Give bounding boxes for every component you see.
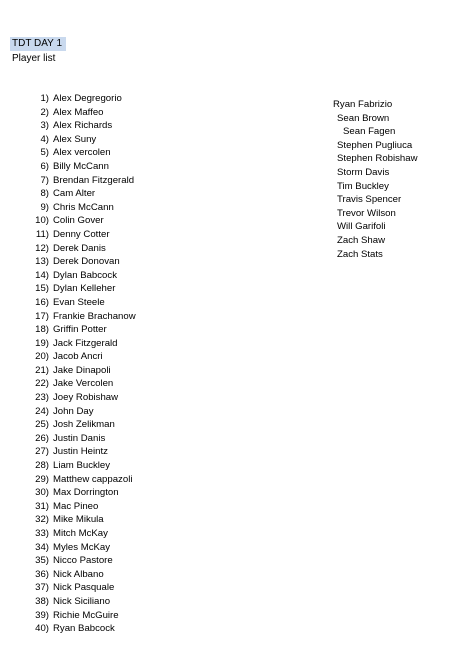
player-name: Max Dorrington bbox=[53, 487, 119, 499]
player-list-item bbox=[31, 201, 136, 215]
player-list-item bbox=[31, 391, 136, 405]
player-number: 8) bbox=[40, 188, 49, 200]
player-list-item bbox=[31, 459, 136, 473]
player-list-item bbox=[31, 568, 136, 582]
player-name: John Day bbox=[53, 405, 94, 417]
player-name: Dylan Kelleher bbox=[53, 283, 116, 295]
player-list-item bbox=[31, 432, 136, 446]
player-list-item bbox=[31, 310, 136, 324]
player-number: 34) bbox=[35, 541, 49, 553]
player-name: Mike Mikula bbox=[53, 514, 104, 526]
player-number: 4) bbox=[40, 133, 49, 145]
player-number: 17) bbox=[35, 310, 49, 322]
player-number: 7) bbox=[40, 174, 49, 186]
player-list-item bbox=[31, 296, 136, 310]
player-name: Jack Fitzgerald bbox=[53, 337, 118, 349]
player-number: 13) bbox=[35, 256, 49, 268]
player-name: Stephen Pugliuca bbox=[337, 139, 413, 151]
player-list-item bbox=[31, 255, 136, 269]
player-number: 9) bbox=[40, 201, 49, 213]
player-list-item bbox=[31, 486, 136, 500]
player-number: 21) bbox=[35, 364, 49, 376]
player-number: 6) bbox=[40, 160, 49, 172]
player-list-item bbox=[31, 541, 136, 555]
player-name: Billy McCann bbox=[53, 160, 109, 172]
player-list-item bbox=[31, 92, 136, 106]
player-number: 16) bbox=[35, 296, 49, 308]
player-number: 31) bbox=[35, 500, 49, 512]
numbered-player-list bbox=[31, 92, 136, 636]
player-name: Dylan Babcock bbox=[53, 269, 117, 281]
player-name: Trevor Wilson bbox=[337, 207, 396, 219]
player-number: 27) bbox=[35, 446, 49, 458]
player-name: Frankie Brachanow bbox=[53, 310, 136, 322]
player-name: Alex Maffeo bbox=[53, 106, 104, 118]
player-name: Tim Buckley bbox=[337, 180, 389, 192]
player-list-item bbox=[31, 609, 136, 623]
player-number: 36) bbox=[35, 568, 49, 580]
player-list-item bbox=[31, 323, 136, 337]
player-list-item bbox=[31, 282, 136, 296]
player-name: Jake Dinapoli bbox=[53, 364, 111, 376]
player-name: Storm Davis bbox=[337, 166, 390, 178]
player-name: Ryan Babcock bbox=[53, 623, 115, 635]
player-number: 18) bbox=[35, 324, 49, 336]
player-list-item bbox=[31, 350, 136, 364]
player-list-item bbox=[31, 595, 136, 609]
player-number: 33) bbox=[35, 528, 49, 539]
player-name: Alex Suny bbox=[53, 133, 97, 145]
player-name: Nick Siciliano bbox=[53, 595, 111, 607]
player-name: Nick Albano bbox=[53, 568, 104, 580]
player-list-item bbox=[31, 405, 136, 419]
player-list-item bbox=[31, 106, 136, 120]
player-name: Will Garifoli bbox=[337, 221, 386, 233]
player-number: 29) bbox=[35, 473, 49, 485]
player-list-item bbox=[31, 418, 136, 432]
player-name: Jacob Ancri bbox=[53, 351, 103, 363]
player-name: Sean Fagen bbox=[343, 126, 396, 138]
player-number: 39) bbox=[35, 609, 49, 621]
player-list-item bbox=[31, 473, 136, 487]
player-name: Matthew cappazoli bbox=[53, 473, 133, 485]
player-name: Alex Degregorio bbox=[53, 93, 122, 104]
player-list-item bbox=[31, 622, 136, 636]
player-name: Nicco Pastore bbox=[53, 555, 113, 567]
player-list-item bbox=[31, 146, 136, 160]
player-number: 19) bbox=[35, 337, 49, 349]
player-name: Richie McGuire bbox=[53, 609, 119, 621]
additional-player-list bbox=[333, 98, 418, 261]
player-list-item bbox=[31, 187, 136, 201]
player-name: Josh Zelikman bbox=[53, 419, 115, 431]
player-name: Travis Spencer bbox=[337, 194, 402, 206]
player-name: Zach Shaw bbox=[337, 234, 385, 246]
player-list-item bbox=[31, 377, 136, 391]
player-name: Nick Pasquale bbox=[53, 582, 115, 594]
player-name: Stephen Robishaw bbox=[337, 153, 418, 165]
player-name: Chris McCann bbox=[53, 201, 114, 213]
player-number: 12) bbox=[35, 242, 49, 254]
player-name: Cam Alter bbox=[53, 188, 96, 200]
player-number: 23) bbox=[35, 392, 49, 404]
player-number: 2) bbox=[40, 106, 49, 118]
player-list-item bbox=[31, 337, 136, 351]
player-number: 40) bbox=[35, 623, 49, 635]
player-name: Zach Stats bbox=[337, 248, 383, 260]
player-list-item bbox=[31, 445, 136, 459]
player-name: Alex Richards bbox=[53, 120, 113, 132]
player-list-item bbox=[31, 554, 136, 568]
player-number: 30) bbox=[35, 487, 49, 499]
player-list-item bbox=[31, 242, 136, 256]
player-name: Brendan Fitzgerald bbox=[53, 174, 135, 186]
player-name: Evan Steele bbox=[53, 296, 105, 308]
player-list-item bbox=[31, 214, 136, 228]
player-list-item bbox=[31, 160, 136, 174]
player-list-item bbox=[31, 364, 136, 378]
player-name: Justin Danis bbox=[53, 432, 106, 444]
player-number: 20) bbox=[35, 351, 49, 363]
player-number: 10) bbox=[35, 215, 49, 227]
player-name: Justin Heintz bbox=[53, 446, 108, 458]
player-number: 15) bbox=[35, 283, 49, 295]
player-list-item bbox=[31, 119, 136, 133]
player-name: Liam Buckley bbox=[53, 460, 111, 472]
player-number: 32) bbox=[35, 514, 49, 526]
player-number: 3) bbox=[40, 120, 49, 132]
document-title[interactable]: TDT DAY 1 bbox=[10, 37, 66, 51]
player-number: 14) bbox=[35, 269, 49, 281]
player-list-item bbox=[31, 174, 136, 188]
player-number: 1) bbox=[40, 93, 49, 104]
player-number: 5) bbox=[40, 147, 49, 159]
player-list-item bbox=[31, 500, 136, 514]
player-name: Griffin Potter bbox=[53, 324, 107, 336]
player-name: Sean Brown bbox=[337, 112, 390, 124]
player-number: 38) bbox=[35, 595, 49, 607]
document-subtitle: Player list bbox=[12, 53, 56, 64]
player-number: 24) bbox=[35, 405, 49, 417]
player-name: Derek Danis bbox=[53, 242, 106, 254]
player-name: Derek Donovan bbox=[53, 256, 120, 268]
player-number: 35) bbox=[35, 555, 49, 567]
player-name: Myles McKay bbox=[53, 541, 111, 553]
player-number: 25) bbox=[35, 419, 49, 431]
player-number: 26) bbox=[35, 432, 49, 444]
player-list-item bbox=[31, 269, 136, 283]
player-list-item bbox=[31, 513, 136, 527]
player-name: Joey Robishaw bbox=[53, 392, 119, 404]
player-number: 11) bbox=[35, 228, 49, 240]
player-number: 22) bbox=[35, 378, 49, 390]
player-list-item bbox=[31, 228, 136, 242]
player-name: Jake Vercolen bbox=[53, 378, 114, 390]
player-name: Denny Cotter bbox=[53, 228, 110, 240]
player-name: Ryan Fabrizio bbox=[333, 99, 393, 110]
player-name: Colin Gover bbox=[53, 215, 104, 227]
player-number: 37) bbox=[35, 582, 49, 594]
player-name: Mac Pineo bbox=[53, 500, 99, 512]
player-list-item bbox=[31, 581, 136, 595]
player-name: Mitch McKay bbox=[53, 528, 108, 539]
player-number: 28) bbox=[35, 460, 49, 472]
player-list-item bbox=[31, 527, 136, 541]
player-list-item bbox=[31, 133, 136, 147]
player-name: Alex vercolen bbox=[53, 147, 111, 159]
